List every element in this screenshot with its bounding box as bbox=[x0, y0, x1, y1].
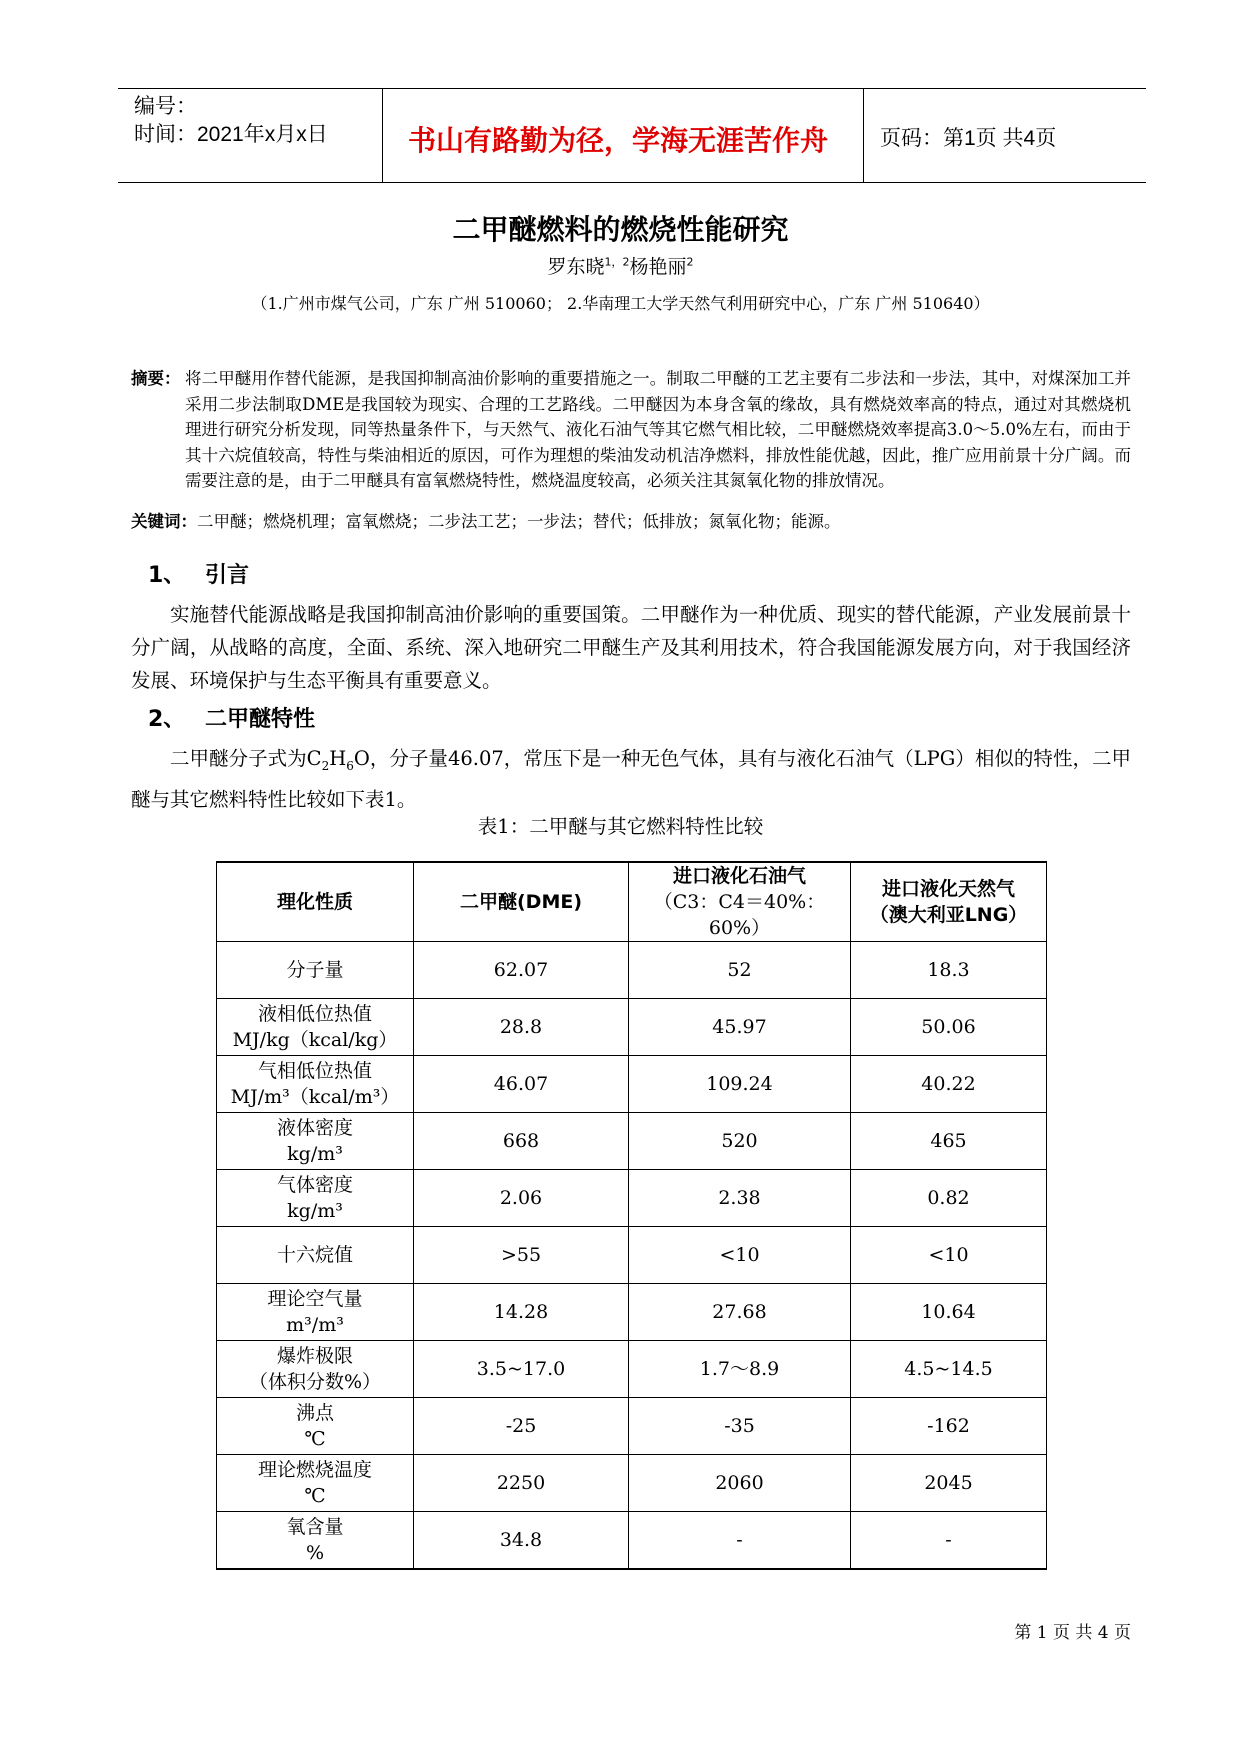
author-affil-mark: 2 bbox=[686, 255, 694, 269]
value-cell-lpg: -35 bbox=[629, 1398, 851, 1455]
section-heading bbox=[148, 558, 249, 589]
value-cell-lng: 10.64 bbox=[851, 1284, 1047, 1341]
property-cell: 理论燃烧温度 ℃ bbox=[217, 1455, 414, 1512]
page-code: 页码：第1页 共4页 bbox=[880, 127, 1057, 150]
column-header: 二甲醚(DME) bbox=[414, 862, 629, 942]
table-row bbox=[217, 1455, 1047, 1512]
value-cell-dme: 2.06 bbox=[414, 1170, 629, 1227]
value-cell-lpg: 109.24 bbox=[629, 1056, 851, 1113]
table-row bbox=[217, 999, 1047, 1056]
abstract-text: 将二甲醚用作替代能源，是我国抑制高油价影响的重要措施之一。制取二甲醚的工艺主要有二步法和一步法，其中，对煤深加工并采用二步法制取DME是我国较为现实、合理的工艺路线。二甲醚因为本身含氧的缘故，具有燃烧效率高的特点，通过对其燃烧机理进行研究分析发现，同等热量条件下，与天然气、液化石油气等其它燃气相比较，二甲醚燃烧效率提高3.0～5.0%左右，而由于其十六烷值较高，特性与柴油相近的原因，可作为理想的柴油发动机洁净燃料，排放性能优越，因此，推广应用前景十分广阔。而需要注意的是，由于二甲醚具有富氧燃烧特性，燃烧温度较高，必须关注其氮氧化物的排放情况。 bbox=[185, 369, 1131, 490]
value-cell-lng: 18.3 bbox=[851, 942, 1047, 999]
property-cell: 分子量 bbox=[217, 942, 414, 999]
value-cell-lng: <10 bbox=[851, 1227, 1047, 1284]
value-cell-lpg: 520 bbox=[629, 1113, 851, 1170]
value-cell-lpg: 2.38 bbox=[629, 1170, 851, 1227]
time-label: 时间：2021年x月x日 bbox=[134, 123, 328, 146]
table-row bbox=[217, 942, 1047, 999]
value-cell-lpg: - bbox=[629, 1512, 851, 1570]
section-paragraph: 实施替代能源战略是我国抑制高油价影响的重要国策。二甲醚作为一种优质、现实的替代能源，产业发展前景十分广阔，从战略的高度，全面、系统、深入地研究二甲醚生产及其利用技术，符合我国能源发展方向，对于我国经济发展、环境保护与生态平衡具有重要意义。 bbox=[131, 603, 1131, 692]
keywords-label: 关键词： bbox=[131, 512, 197, 531]
property-cell: 氧含量 % bbox=[217, 1512, 414, 1570]
value-cell-dme: 668 bbox=[414, 1113, 629, 1170]
value-cell-lpg: 2060 bbox=[629, 1455, 851, 1512]
table-caption: 表1：二甲醚与其它燃料特性比较 bbox=[477, 815, 764, 838]
section-paragraph: 二甲醚分子式为$C_2H_6O$，分子量46.07，常压下是一种无色气体，具有与液化石油气（LPG）相似的特性，二甲醚与其它燃料特性比较如下表1。 bbox=[131, 747, 1131, 811]
value-cell-lpg: 1.7～8.9 bbox=[629, 1341, 851, 1398]
page-footer: 第 1 页 共 4 页 bbox=[1014, 1623, 1131, 1643]
article-title: 二甲醚燃料的燃烧性能研究 bbox=[452, 213, 789, 246]
abstract-label: 摘要： bbox=[131, 369, 181, 388]
value-cell-lpg: 52 bbox=[629, 942, 851, 999]
number-label: 编号： bbox=[134, 95, 197, 118]
value-cell-lng: -162 bbox=[851, 1398, 1047, 1455]
value-cell-dme: 14.28 bbox=[414, 1284, 629, 1341]
header-divider bbox=[863, 89, 864, 182]
section-number: 1、 bbox=[148, 563, 186, 588]
value-cell-lng: - bbox=[851, 1512, 1047, 1570]
section-number: 2、 bbox=[148, 707, 186, 732]
column-header: 进口液化石油气 （C3：C4＝40%：60%） bbox=[629, 862, 851, 942]
document-header bbox=[118, 88, 1146, 183]
value-cell-lng: 4.5~14.5 bbox=[851, 1341, 1047, 1398]
value-cell-lng: 2045 bbox=[851, 1455, 1047, 1512]
affiliation: （1.广州市煤气公司，广东 广州 510060； 2.华南理工大学天然气利用研究中心，广东 广州 510640） bbox=[251, 294, 990, 313]
fuel-comparison-table bbox=[216, 861, 1047, 1570]
table-row bbox=[217, 1227, 1047, 1284]
value-cell-dme: 28.8 bbox=[414, 999, 629, 1056]
property-cell: 爆炸极限 （体积分数%） bbox=[217, 1341, 414, 1398]
section-heading bbox=[148, 702, 315, 733]
value-cell-lng: 40.22 bbox=[851, 1056, 1047, 1113]
table-row bbox=[217, 1341, 1047, 1398]
author-name: 罗东晓 bbox=[547, 256, 605, 278]
property-cell: 理论空气量 m³/m³ bbox=[217, 1284, 414, 1341]
table-row bbox=[217, 1398, 1047, 1455]
property-cell: 十六烷值 bbox=[217, 1227, 414, 1284]
value-cell-dme: 46.07 bbox=[414, 1056, 629, 1113]
property-cell: 气相低位热值 MJ/m³（kcal/m³） bbox=[217, 1056, 414, 1113]
value-cell-dme: 2250 bbox=[414, 1455, 629, 1512]
motto: 书山有路勤为径，学海无涯苦作舟 bbox=[407, 124, 828, 157]
value-cell-lpg: 45.97 bbox=[629, 999, 851, 1056]
value-cell-dme: >55 bbox=[414, 1227, 629, 1284]
section-title: 二甲醚特性 bbox=[205, 707, 316, 732]
column-header: 进口液化天然气 （澳大利亚LNG） bbox=[851, 862, 1047, 942]
author-affil-mark: 1，2 bbox=[604, 255, 630, 269]
value-cell-lng: 50.06 bbox=[851, 999, 1047, 1056]
table-row bbox=[217, 1284, 1047, 1341]
value-cell-dme: -25 bbox=[414, 1398, 629, 1455]
authors bbox=[0, 252, 1241, 279]
table-header-row bbox=[217, 862, 1047, 942]
value-cell-dme: 34.8 bbox=[414, 1512, 629, 1570]
column-header: 理化性质 bbox=[217, 862, 414, 942]
header-meta bbox=[134, 93, 328, 149]
property-cell: 沸点 ℃ bbox=[217, 1398, 414, 1455]
section-title: 引言 bbox=[205, 563, 250, 588]
value-cell-lng: 465 bbox=[851, 1113, 1047, 1170]
property-cell: 气体密度 kg/m³ bbox=[217, 1170, 414, 1227]
value-cell-lpg: 27.68 bbox=[629, 1284, 851, 1341]
author-name: 杨艳丽 bbox=[629, 256, 687, 278]
property-cell: 液体密度 kg/m³ bbox=[217, 1113, 414, 1170]
value-cell-dme: 62.07 bbox=[414, 942, 629, 999]
value-cell-lpg: <10 bbox=[629, 1227, 851, 1284]
table-row bbox=[217, 1056, 1047, 1113]
table-row bbox=[217, 1113, 1047, 1170]
table-row bbox=[217, 1170, 1047, 1227]
value-cell-lng: 0.82 bbox=[851, 1170, 1047, 1227]
property-cell: 液相低位热值 MJ/kg（kcal/kg） bbox=[217, 999, 414, 1056]
abstract bbox=[131, 366, 1131, 494]
value-cell-dme: 3.5~17.0 bbox=[414, 1341, 629, 1398]
keywords-text: 二甲醚；燃烧机理；富氧燃烧；二步法工艺；一步法；替代；低排放；氮氧化物；能源。 bbox=[197, 512, 841, 531]
keywords bbox=[131, 508, 1131, 532]
table-row bbox=[217, 1512, 1047, 1570]
